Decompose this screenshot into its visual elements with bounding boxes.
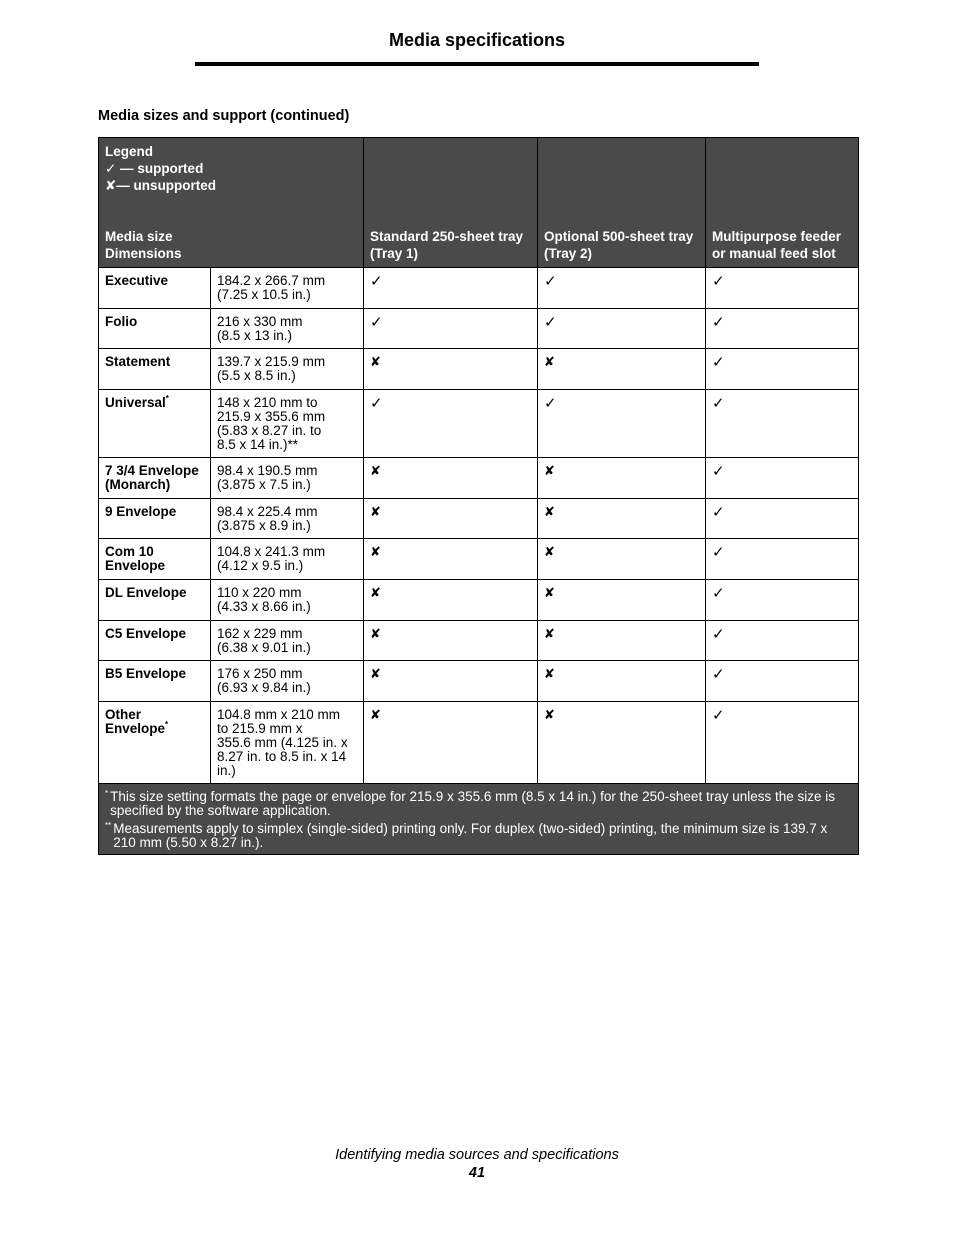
dimensions-line: 110 x 220 mm xyxy=(217,585,302,600)
cross-icon: ✘ xyxy=(370,355,381,370)
media-size-name: Com 10 Envelope xyxy=(105,544,166,573)
support-cell xyxy=(706,349,859,390)
support-cell xyxy=(364,349,538,390)
dimensions-line: in.) xyxy=(217,763,236,778)
support-cell xyxy=(364,702,538,784)
support-cell xyxy=(364,621,538,661)
support-cell xyxy=(706,390,859,458)
footnotes-cell xyxy=(99,784,859,855)
checkmark-icon: ✓ xyxy=(712,272,725,290)
cross-icon: ✘ xyxy=(370,505,381,520)
checkmark-icon: ✓ xyxy=(712,584,725,602)
dimensions-line: (4.33 x 8.66 in.) xyxy=(217,599,311,614)
media-size-name-cell xyxy=(99,499,211,539)
dimensions-line: to 215.9 mm x xyxy=(217,721,303,736)
support-cell xyxy=(364,539,538,580)
checkmark-icon: ✓ xyxy=(712,394,725,412)
support-cell xyxy=(538,268,706,309)
column-header-line: Standard 250-sheet tray xyxy=(370,229,524,244)
support-cell xyxy=(538,309,706,349)
media-size-name-cell xyxy=(99,661,211,702)
footnote-reference: * xyxy=(165,720,169,729)
media-size-name: 7 3/4 Envelope (Monarch) xyxy=(105,463,199,492)
support-cell xyxy=(364,458,538,499)
cross-icon: ✘ xyxy=(544,505,555,520)
dimensions-line: 215.9 x 355.6 mm xyxy=(217,409,326,424)
support-cell xyxy=(364,580,538,621)
table-row xyxy=(99,499,859,539)
support-cell xyxy=(706,661,859,702)
page-header-title: Media specifications xyxy=(388,30,566,50)
media-size-name-cell xyxy=(99,458,211,499)
footnote xyxy=(105,790,852,818)
dimensions-cell xyxy=(211,539,364,580)
support-cell xyxy=(538,539,706,580)
dimensions-cell xyxy=(211,702,364,784)
dimensions-line: 8.27 in. to 8.5 in. x 14 xyxy=(217,749,347,764)
support-cell xyxy=(364,499,538,539)
support-cell xyxy=(706,580,859,621)
column-header-tray1 xyxy=(364,138,538,268)
media-size-name-cell xyxy=(99,390,211,458)
table-row xyxy=(99,621,859,661)
dimensions-line: (7.25 x 10.5 in.) xyxy=(217,287,311,302)
checkmark-icon: ✓ xyxy=(370,394,383,412)
cross-icon: ✘ xyxy=(370,586,381,601)
support-cell xyxy=(538,702,706,784)
checkmark-icon: ✓ xyxy=(712,353,725,371)
media-size-name: B5 Envelope xyxy=(105,666,187,681)
dimensions-line: 184.2 x 266.7 mm xyxy=(217,273,326,288)
dimensions-cell xyxy=(211,268,364,309)
legend-header-cell xyxy=(99,138,364,268)
dimensions-cell xyxy=(211,621,364,661)
media-size-name: 9 Envelope xyxy=(105,504,177,519)
table-row xyxy=(99,580,859,621)
table-row xyxy=(99,661,859,702)
footnote-reference: * xyxy=(165,394,169,403)
dimensions-line: 176 x 250 mm xyxy=(217,666,303,681)
support-cell xyxy=(706,458,859,499)
footnotes-row xyxy=(99,784,859,855)
dimensions-line: 355.6 mm (4.125 in. x xyxy=(217,735,348,750)
support-cell xyxy=(706,309,859,349)
media-size-name-cell xyxy=(99,580,211,621)
table-row xyxy=(99,539,859,580)
dimensions-line: 8.5 x 14 in.)** xyxy=(217,437,299,452)
cross-icon: ✘ xyxy=(370,545,381,560)
table-row xyxy=(99,390,859,458)
dimensions-line: (4.12 x 9.5 in.) xyxy=(217,558,304,573)
legend-supported: ✓ — supported xyxy=(105,161,204,176)
footnote-text: Measurements apply to simplex (single-sided) printing only. For duplex (two-sided) printing, the minimum size is 139.7 x 210 mm (5.50 x 8.27 in.). xyxy=(113,821,828,850)
dimensions-line: 148 x 210 mm to xyxy=(217,395,318,410)
support-cell xyxy=(706,621,859,661)
dimensions-cell xyxy=(211,349,364,390)
support-cell xyxy=(538,621,706,661)
table-header-row xyxy=(99,138,859,268)
media-size-name: Statement xyxy=(105,354,171,369)
section-title: Media sizes and support (continued) xyxy=(98,108,350,124)
checkmark-icon: ✓ xyxy=(712,543,725,561)
dimensions-line: (8.5 x 13 in.) xyxy=(217,328,293,343)
support-cell xyxy=(364,268,538,309)
media-size-name-cell xyxy=(99,702,211,784)
dimensions-cell xyxy=(211,309,364,349)
media-size-name: Executive xyxy=(105,273,169,288)
legend-unsupported: ✘— unsupported xyxy=(105,178,217,193)
checkmark-icon: ✓ xyxy=(544,394,557,412)
checkmark-icon: ✓ xyxy=(712,503,725,521)
dimensions-line: 104.8 mm x 210 mm xyxy=(217,707,341,722)
cross-icon: ✘ xyxy=(544,355,555,370)
cross-icon: ✘ xyxy=(544,545,555,560)
footnote xyxy=(105,822,852,850)
support-cell xyxy=(538,390,706,458)
media-size-name: Universal xyxy=(105,395,166,410)
dimensions-label: Dimensions xyxy=(105,246,182,261)
cross-icon: ✘ xyxy=(370,627,381,642)
dimensions-line: 139.7 x 215.9 mm xyxy=(217,354,326,369)
table-row xyxy=(99,458,859,499)
media-size-name-cell xyxy=(99,349,211,390)
column-header-line: (Tray 1) xyxy=(370,246,419,261)
checkmark-icon: ✓ xyxy=(712,625,725,643)
dimensions-line: 162 x 229 mm xyxy=(217,626,303,641)
checkmark-icon: ✓ xyxy=(544,313,557,331)
dimensions-line: 98.4 x 225.4 mm xyxy=(217,504,318,519)
checkmark-icon: ✓ xyxy=(712,665,725,683)
checkmark-icon: ✓ xyxy=(370,313,383,331)
page-footer xyxy=(0,1146,954,1182)
support-cell xyxy=(706,702,859,784)
table-row xyxy=(99,309,859,349)
table-body xyxy=(99,268,859,784)
dimensions-line: (6.38 x 9.01 in.) xyxy=(217,640,311,655)
media-size-name: DL Envelope xyxy=(105,585,187,600)
support-cell xyxy=(364,309,538,349)
dimensions-cell xyxy=(211,580,364,621)
table-row xyxy=(99,349,859,390)
support-cell xyxy=(538,458,706,499)
cross-icon: ✘ xyxy=(544,708,555,723)
dimensions-line: (6.93 x 9.84 in.) xyxy=(217,680,311,695)
dimensions-cell xyxy=(211,661,364,702)
checkmark-icon: ✓ xyxy=(712,462,725,480)
table-row xyxy=(99,268,859,309)
footnote-mark: ** xyxy=(105,821,112,830)
column-header-line: Optional 500-sheet tray xyxy=(544,229,694,244)
dimensions-line: (5.83 x 8.27 in. to xyxy=(217,423,322,438)
media-size-name: C5 Envelope xyxy=(105,626,187,641)
support-cell xyxy=(706,499,859,539)
media-size-name-cell xyxy=(99,268,211,309)
page-number: 41 xyxy=(468,1165,486,1181)
support-cell xyxy=(706,539,859,580)
dimensions-line: 104.8 x 241.3 mm xyxy=(217,544,326,559)
footer-section-title: Identifying media sources and specifications xyxy=(335,1147,619,1163)
cross-icon: ✘ xyxy=(544,627,555,642)
footnote-text: This size setting formats the page or envelope for 215.9 x 355.6 mm (8.5 x 14 in.) for the 250-sheet tray unless the size is specified by the software application. xyxy=(110,789,835,818)
cross-icon: ✘ xyxy=(544,667,555,682)
column-header-multipurpose-feeder xyxy=(706,138,859,268)
support-cell xyxy=(538,661,706,702)
media-size-name: Folio xyxy=(105,314,138,329)
column-header-line: Multipurpose feeder xyxy=(712,229,842,244)
table-row xyxy=(99,702,859,784)
cross-icon: ✘ xyxy=(370,464,381,479)
media-sizes-table xyxy=(98,137,859,855)
dimensions-cell xyxy=(211,499,364,539)
dimensions-cell xyxy=(211,390,364,458)
dimensions-line: 216 x 330 mm xyxy=(217,314,303,329)
media-size-name-cell xyxy=(99,539,211,580)
cross-icon: ✘ xyxy=(544,464,555,479)
media-size-label: Media size xyxy=(105,229,173,244)
column-header-line: or manual feed slot xyxy=(712,246,836,261)
dimensions-line: (3.875 x 8.9 in.) xyxy=(217,518,311,533)
checkmark-icon: ✓ xyxy=(544,272,557,290)
cross-icon: ✘ xyxy=(544,586,555,601)
footnote-mark: * xyxy=(105,789,109,798)
support-cell xyxy=(538,580,706,621)
support-cell xyxy=(364,390,538,458)
dimensions-line: (3.875 x 7.5 in.) xyxy=(217,477,311,492)
legend-title: Legend xyxy=(105,144,154,159)
cross-icon: ✘ xyxy=(370,708,381,723)
column-header-tray2 xyxy=(538,138,706,268)
header-rule xyxy=(195,62,759,66)
media-size-name-cell xyxy=(99,309,211,349)
dimensions-line: (5.5 x 8.5 in.) xyxy=(217,368,296,383)
cross-icon: ✘ xyxy=(370,667,381,682)
support-cell xyxy=(538,349,706,390)
checkmark-icon: ✓ xyxy=(712,706,725,724)
media-size-name: Other Envelope xyxy=(105,707,166,736)
media-size-name-cell xyxy=(99,621,211,661)
dimensions-cell xyxy=(211,458,364,499)
support-cell xyxy=(706,268,859,309)
checkmark-icon: ✓ xyxy=(712,313,725,331)
legend xyxy=(105,143,216,194)
support-cell xyxy=(538,499,706,539)
media-size-header xyxy=(105,228,359,262)
column-header-line: (Tray 2) xyxy=(544,246,593,261)
dimensions-line: 98.4 x 190.5 mm xyxy=(217,463,318,478)
checkmark-icon: ✓ xyxy=(370,272,383,290)
support-cell xyxy=(364,661,538,702)
